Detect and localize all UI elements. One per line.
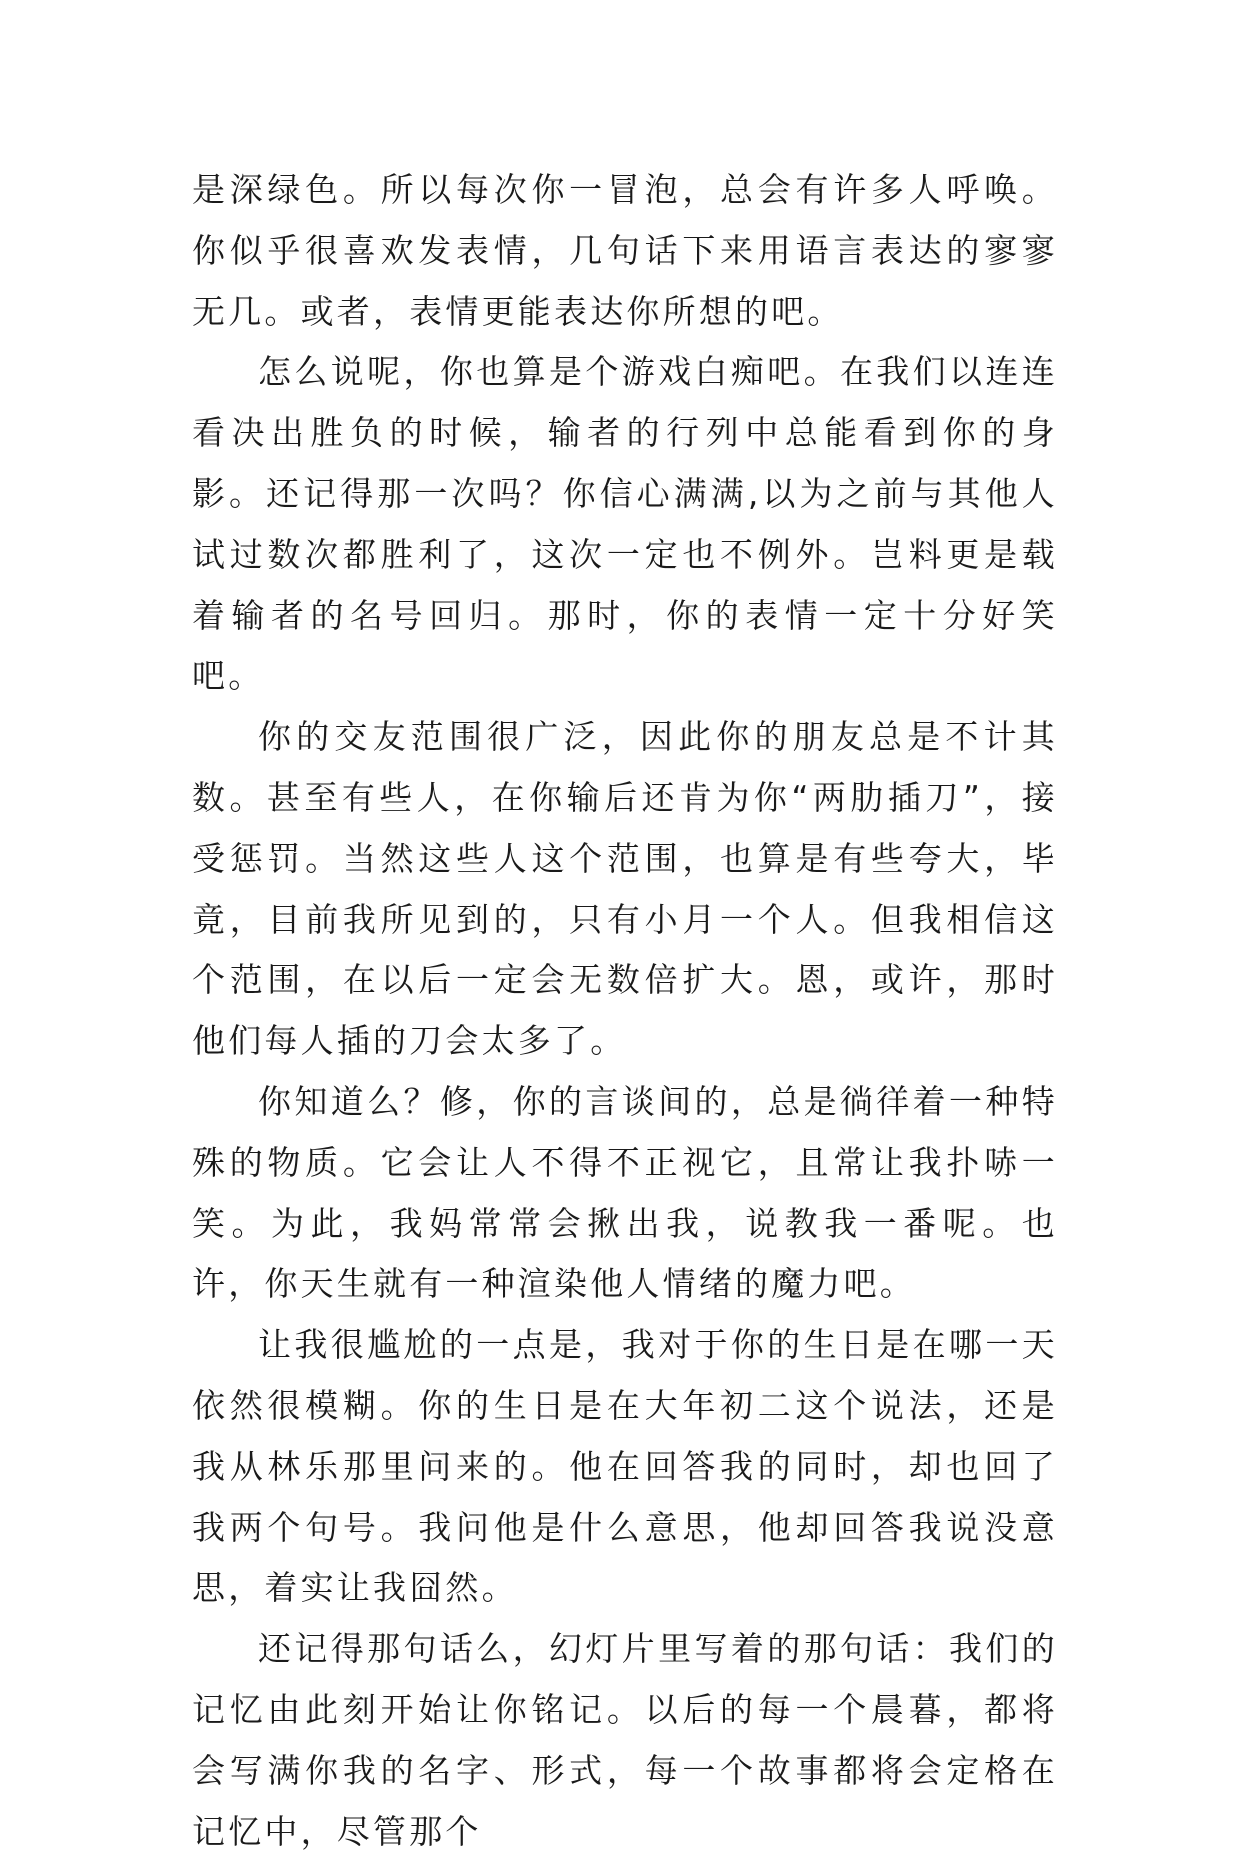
paragraph-3: 你的交友范围很广泛，因此你的朋友总是不计其数。甚至有些人，在你输后还肯为你“两肋插刀”，接受惩罚。当然这些人这个范围，也算是有些夸大，毕竟，目前我所见到的，只有小月一个人。但我相信这个范围，在以后一定会无数倍扩大。恩，或许，那时他们每人插的刀会太多了。	[192, 717, 1058, 1061]
body-text	[192, 160, 1058, 1862]
paragraph-6: 还记得那句话么，幻灯片里写着的那句话：我们的记忆由此刻开始让你铭记。以后的每一个晨暮，都将会写满你我的名字、形式，每一个故事都将会定格在记忆中，尽管那个	[192, 1629, 1058, 1851]
paragraph-1: 是深绿色。所以每次你一冒泡，总会有许多人呼唤。你似乎很喜欢发表情，几句话下来用语言表达的寥寥无几。或者，表情更能表达你所想的吧。	[192, 170, 1058, 331]
paragraph-2: 怎么说呢，你也算是个游戏白痴吧。在我们以连连看决出胜负的时候，输者的行列中总能看到你的身影。还记得那一次吗？你信心满满,以为之前与其他人试过数次都胜利了，这次一定也不例外。岂料更是载着输者的名号回归。那时，你的表情一定十分好笑吧。	[192, 352, 1058, 696]
paragraph-5: 让我很尴尬的一点是，我对于你的生日是在哪一天依然很模糊。你的生日是在大年初二这个说法，还是我从林乐那里问来的。他在回答我的同时，却也回了我两个句号。我问他是什么意思，他却回答我说没意思，着实让我囧然。	[192, 1325, 1058, 1608]
paragraph-4: 你知道么？修，你的言谈间的，总是徜徉着一种特殊的物质。它会让人不得不正视它，且常让我扑哧一笑。为此，我妈常常会揪出我，说教我一番呢。也许，你天生就有一种渲染他人情绪的魔力吧。	[192, 1081, 1058, 1304]
